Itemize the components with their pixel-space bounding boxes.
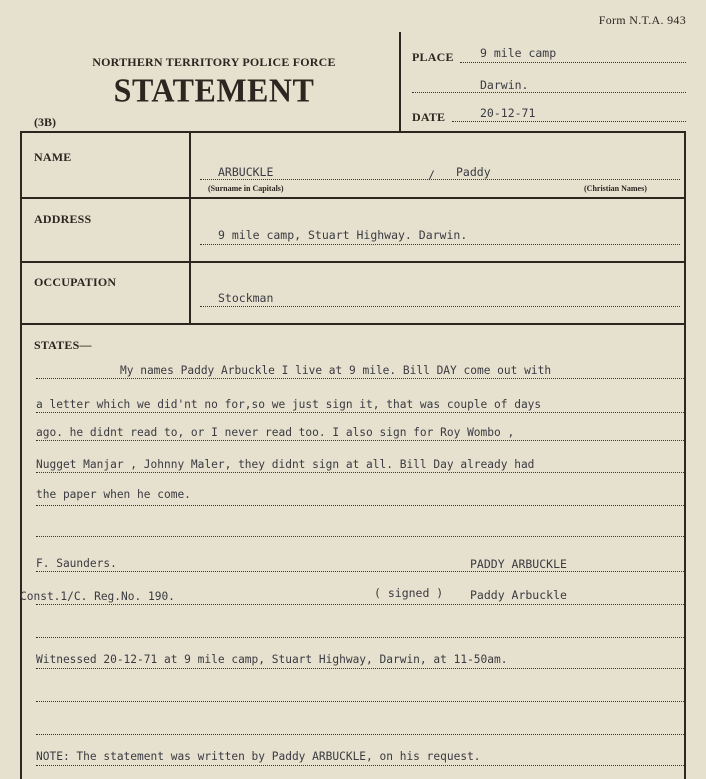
signature-dots-2 <box>36 604 684 605</box>
christian-name-value: Paddy <box>456 165 491 179</box>
date-value: 20-12-71 <box>480 106 536 120</box>
place-dots-1 <box>460 62 686 63</box>
statement-line-1: My names Paddy Arbuckle I live at 9 mile. Bill DAY come out with <box>120 364 552 377</box>
states-label: STATES— <box>34 338 92 352</box>
statement-line-3: ago. he didnt read to, or I never read too. I also sign for Roy Wombo , <box>36 426 515 439</box>
note-line: NOTE: The statement was written by Paddy ARBUCKLE, on his request. <box>36 750 481 763</box>
date-label: DATE <box>412 110 446 124</box>
witness-dots <box>36 668 684 669</box>
statement-dots-2 <box>36 412 684 413</box>
date-dots <box>452 121 686 122</box>
place-label: PLACE <box>412 50 454 64</box>
place-line-2: Darwin. <box>480 78 529 92</box>
grid-col-divider <box>189 131 191 325</box>
header-divider <box>399 32 401 132</box>
name-separator: / <box>428 168 435 182</box>
christian-names-caption: (Christian Names) <box>584 184 647 193</box>
address-label: ADDRESS <box>34 212 92 226</box>
signature-dots-1 <box>36 571 684 572</box>
grid-top <box>20 131 686 133</box>
name-dots <box>200 179 680 180</box>
place-line-1: 9 mile camp <box>480 46 557 60</box>
occupation-value: Stockman <box>218 291 274 305</box>
signatory-signature: Paddy Arbuckle <box>470 588 567 602</box>
grid-row-1 <box>20 197 686 199</box>
grid-row-3 <box>20 323 686 325</box>
statement-dots-1 <box>36 378 684 379</box>
surname-caption: (Surname in Capitals) <box>208 184 284 193</box>
grid-row-2 <box>20 261 686 263</box>
statement-dots-3 <box>36 440 684 441</box>
name-label: NAME <box>34 150 72 164</box>
statement-line-5: the paper when he come. <box>36 488 191 501</box>
signed-note: ( signed ) <box>374 586 444 600</box>
form-number: Form N.T.A. 943 <box>598 13 686 27</box>
blank-dots-1 <box>36 701 684 702</box>
statement-dots-5 <box>36 505 684 506</box>
form-code: (3B) <box>34 115 56 129</box>
occupation-dots <box>200 306 680 307</box>
occupation-label: OCCUPATION <box>34 275 117 289</box>
organisation-name: NORTHERN TERRITORY POLICE FORCE <box>92 55 336 69</box>
officer-name: F. Saunders. <box>36 557 117 570</box>
signatory-name-caps: PADDY ARBUCKLE <box>470 557 567 571</box>
grid-left <box>20 131 22 779</box>
statement-line-2: a letter which we did'nt no for,so we just sign it, that was couple of days <box>36 398 542 411</box>
address-dots <box>200 244 680 245</box>
surname-value: ARBUCKLE <box>218 165 274 179</box>
statement-dots-6 <box>36 536 684 537</box>
blank-dots-2 <box>36 734 684 735</box>
signature-dots-3 <box>36 637 684 638</box>
officer-rank: Const.1/C. Reg.No. 190. <box>20 590 175 603</box>
statement-line-4: Nugget Manjar , Johnny Maler, they didnt sign at all. Bill Day already had <box>36 458 535 471</box>
address-value: 9 mile camp, Stuart Highway. Darwin. <box>218 228 468 242</box>
form-title: STATEMENT <box>113 71 315 109</box>
note-dots <box>36 765 684 766</box>
grid-right <box>684 131 686 779</box>
place-dots-2 <box>412 92 686 93</box>
statement-dots-4 <box>36 472 684 473</box>
witness-line: Witnessed 20-12-71 at 9 mile camp, Stuart Highway, Darwin, at 11-50am. <box>36 653 508 666</box>
